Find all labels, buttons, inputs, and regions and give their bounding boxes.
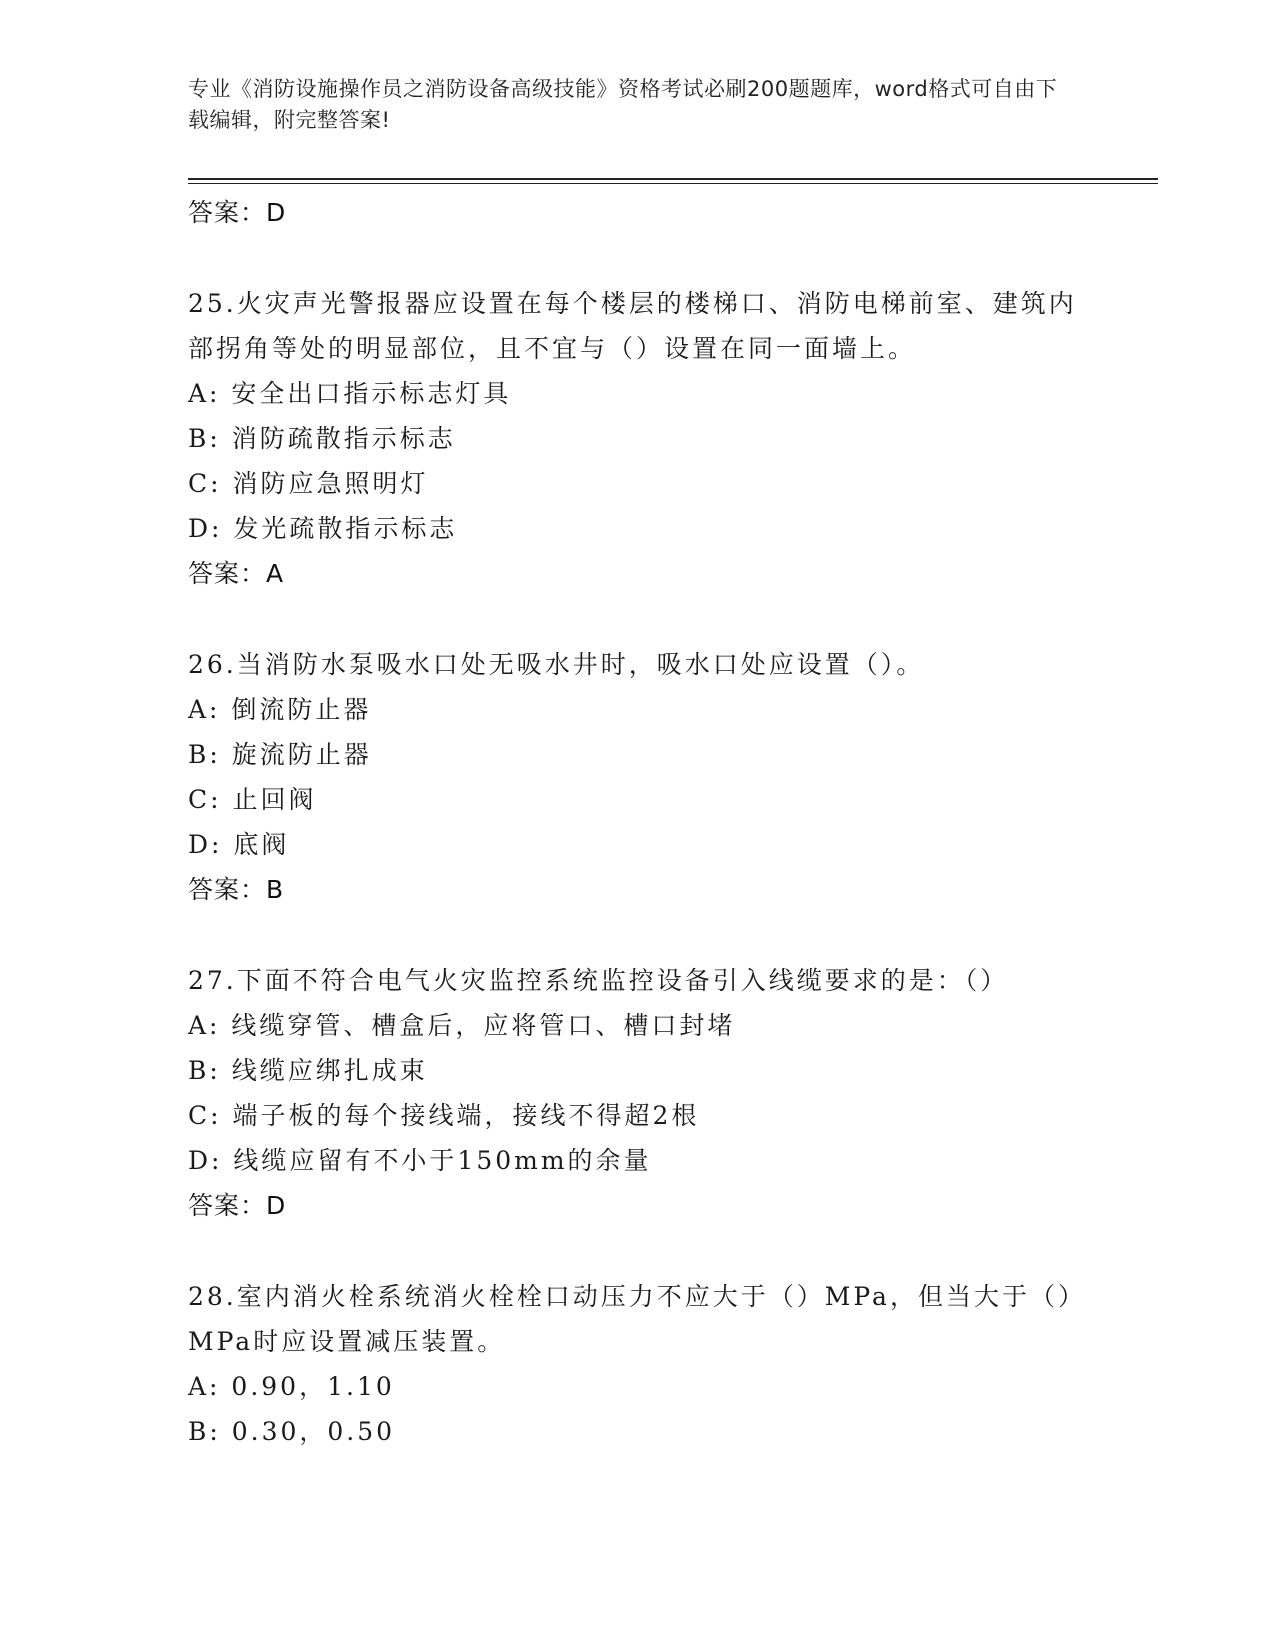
answer-label: 答案：A — [188, 559, 285, 588]
spacer — [188, 1228, 1088, 1274]
option-c: C: 端子板的每个接线端，接线不得超2根 — [188, 1101, 700, 1130]
question-27 — [188, 958, 1088, 1228]
question-stem: 27.下面不符合电气火灾监控系统监控设备引入线缆要求的是：（） — [188, 966, 1009, 995]
question-stem: 28.室内消火栓系统消火栓栓口动压力不应大于（）MPa，但当大于（）MPa时应设置减压装置。 — [188, 1282, 1086, 1356]
option-b: B: 消防疏散指示标志 — [188, 424, 456, 453]
option-d: D: 底阀 — [188, 830, 290, 859]
previous-answer: 答案：D — [188, 198, 287, 227]
question-28 — [188, 1274, 1088, 1454]
spacer — [188, 596, 1088, 642]
spacer — [188, 912, 1088, 958]
question-stem: 26.当消防水泵吸水口处无吸水井时，吸水口处应设置（）。 — [188, 650, 925, 679]
answer-label: 答案：D — [188, 1191, 287, 1220]
option-a: A: 0.90，1.10 — [188, 1372, 395, 1401]
option-d: D: 线缆应留有不小于150mm的余量 — [188, 1146, 652, 1175]
option-a: A: 线缆穿管、槽盒后，应将管口、槽口封堵 — [188, 1011, 736, 1040]
option-c: C: 消防应急照明灯 — [188, 469, 429, 498]
question-26 — [188, 642, 1088, 912]
spacer — [188, 235, 1088, 281]
option-a: A: 安全出口指示标志灯具 — [188, 379, 512, 408]
option-b: B: 线缆应绑扎成束 — [188, 1056, 428, 1085]
header-rule-thick — [188, 178, 1158, 180]
option-b: B: 0.30，0.50 — [188, 1417, 396, 1446]
document-header: 专业《消防设施操作员之消防设备高级技能》资格考试必刷200题题库，word格式可自由下载编辑，附完整答案! — [188, 77, 1058, 132]
question-stem: 25.火灾声光警报器应设置在每个楼层的楼梯口、消防电梯前室、建筑内部拐角等处的明显部位，且不宜与（）设置在同一面墙上。 — [188, 289, 1077, 363]
option-b: B: 旋流防止器 — [188, 740, 372, 769]
question-list — [188, 190, 1088, 1454]
answer-label: 答案：B — [188, 875, 285, 904]
question-25 — [188, 281, 1088, 596]
header-rule-thin — [188, 183, 1158, 184]
option-d: D: 发光疏散指示标志 — [188, 514, 458, 543]
option-c: C: 止回阀 — [188, 785, 317, 814]
option-a: A: 倒流防止器 — [188, 695, 372, 724]
